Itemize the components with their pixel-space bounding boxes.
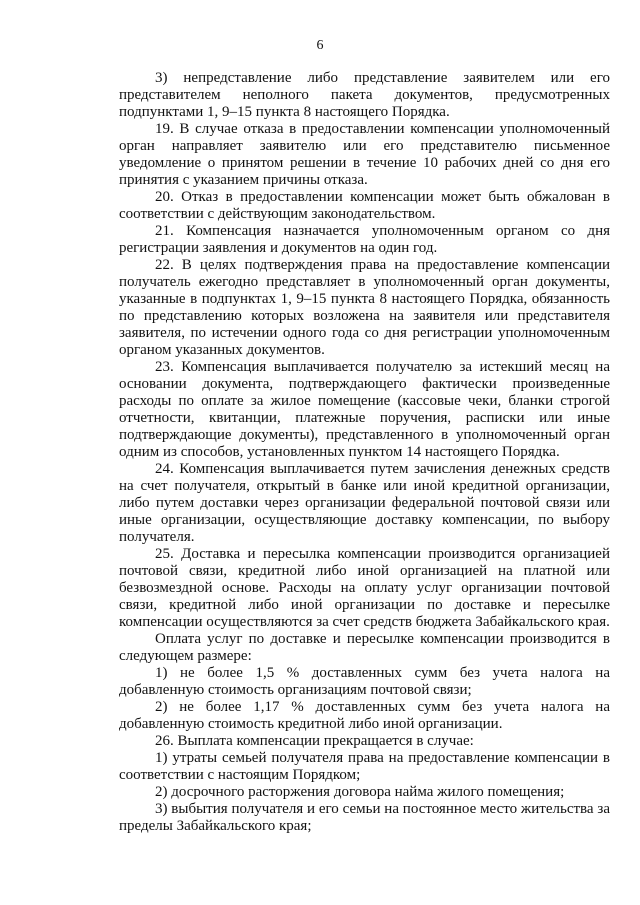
paragraph-26-termination: 26. Выплата компенсации прекращается в случае: bbox=[155, 733, 474, 749]
paragraph-fee-postal: 1) не более 1,5 % доставленных сумм без учета налога на добавленную стоимость организациям почтовой связи; bbox=[119, 665, 610, 698]
page-number: 6 bbox=[316, 38, 324, 53]
paragraph-termination-relocation: 3) выбытия получателя и его семьи на постоянное место жительства за пределы Забайкальского края; bbox=[119, 801, 610, 834]
document-body bbox=[119, 70, 610, 835]
paragraph-25-delivery: 25. Доставка и пересылка компенсации производится организацией почтовой связи, кредитной либо иной организацией на платной или безвозмездной основе. Расходы на оплату услуг организации почтовой связи, кредитной либо иной организации по доставке и пересылке компенсации осуществляются за счет средств бюджета Забайкальского края. bbox=[119, 546, 610, 630]
paragraph-termination-contract: 2) досрочного расторжения договора найма жилого помещения; bbox=[155, 784, 565, 800]
paragraph-item-3-incomplete-documents: 3) непредставление либо представление заявителем или его представителем неполного пакета документов, предусмотренных подпунктами 1, 9–15 пункта 8 настоящего Порядка. bbox=[119, 70, 610, 120]
paragraph-20-appeal: 20. Отказ в предоставлении компенсации может быть обжалован в соответствии с действующим законодательством. bbox=[119, 189, 610, 222]
paragraph-fee-credit: 2) не более 1,17 % доставленных сумм без учета налога на добавленную стоимость кредитной либо иной организации. bbox=[119, 699, 610, 732]
paragraph-21-assignment: 21. Компенсация назначается уполномоченным органом со дня регистрации заявления и документов на один год. bbox=[119, 223, 610, 256]
paragraph-24-payment-method: 24. Компенсация выплачивается путем зачисления денежных средств на счет получателя, открытый в банке или иной кредитной организации, либо путем доставки через организации федеральной почтовой связи или иные организации, осуществляющие доставку компенсации, по выбору получателя. bbox=[119, 461, 610, 545]
paragraph-termination-loss-of-right: 1) утраты семьей получателя права на предоставление компенсации в соответствии с настоящим Порядком; bbox=[119, 750, 610, 783]
paragraph-23-payment-basis: 23. Компенсация выплачивается получателю за истекший месяц на основании документа, подтверждающего фактически произведенные расходы по оплате за жилое помещение (кассовые чеки, бланки строгой отчетности, квитанции, платежные поручения, расписки или иные подтверждающие документы), представленного в уполномоченный орган одним из способов, установленных пунктом 14 настоящего Порядка. bbox=[119, 359, 610, 460]
paragraph-delivery-fee-intro: Оплата услуг по доставке и пересылке компенсации производится в следующем размере: bbox=[119, 631, 610, 664]
paragraph-19-refusal-notice: 19. В случае отказа в предоставлении компенсации уполномоченный орган направляет заявителю или его представителю письменное уведомление о принятом решении в течение 10 рабочих дней со дня его принятия с указанием причины отказа. bbox=[119, 121, 610, 188]
paragraph-22-annual-confirmation: 22. В целях подтверждения права на предоставление компенсации получатель ежегодно представляет в уполномоченный орган документы, указанные в подпунктах 1, 9–15 пункта 8 настоящего Порядка, обязанность по представлению которых возложена на заявителя или представителя заявителя, по истечении одного года со дня регистрации уполномоченным органом указанных документов. bbox=[119, 257, 610, 358]
